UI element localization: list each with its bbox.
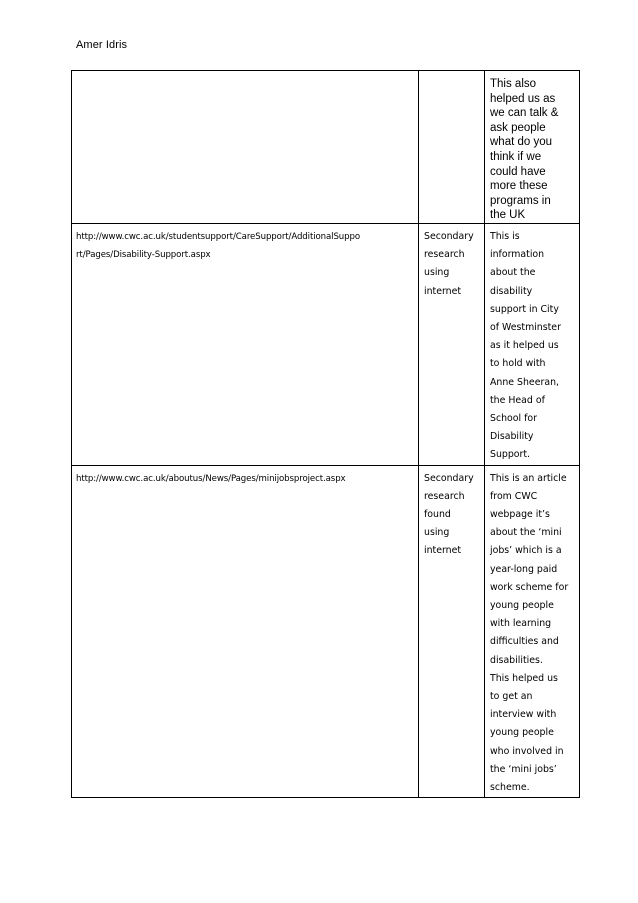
source-url: http://www.cwc.ac.uk/studentsupport/CareSupport/AdditionalSuppo rt/Pages/Disability-Support.aspx <box>76 231 361 261</box>
source-cell <box>72 465 419 798</box>
notes-text: This also helped us as we can talk & ask people what do you think if we could have more these programs in the UK <box>490 78 559 222</box>
notes-cell <box>485 465 580 798</box>
notes-text: This is information about the disability support in City of Westminster as it helped us to hold with Anne Sheeran, the Head of School for Disability Support. <box>490 230 561 461</box>
notes-text: This is an article from CWC webpage it’s about the ‘mini jobs’ which is a year-long paid work scheme for young people with learning difficulties and disabilities. This helped us to get an interview with young people who involved in the ‘mini jobs’ scheme. <box>490 472 569 794</box>
source-cell <box>72 71 419 224</box>
source-text <box>72 71 418 75</box>
table-row <box>72 71 580 224</box>
source-cell <box>72 223 419 465</box>
method-text: Secondary research using internet <box>424 230 474 297</box>
method-cell <box>419 223 485 465</box>
notes-cell <box>485 71 580 224</box>
research-table <box>71 70 580 798</box>
method-cell <box>419 71 485 224</box>
method-text <box>419 71 484 75</box>
method-text: Secondary research found using internet <box>424 472 474 557</box>
source-url: http://www.cwc.ac.uk/aboutus/News/Pages/minijobsproject.aspx <box>76 473 346 484</box>
table-row <box>72 465 580 798</box>
method-cell <box>419 465 485 798</box>
notes-cell <box>485 223 580 465</box>
author-header: Amer Idris <box>76 39 128 51</box>
table-row <box>72 223 580 465</box>
